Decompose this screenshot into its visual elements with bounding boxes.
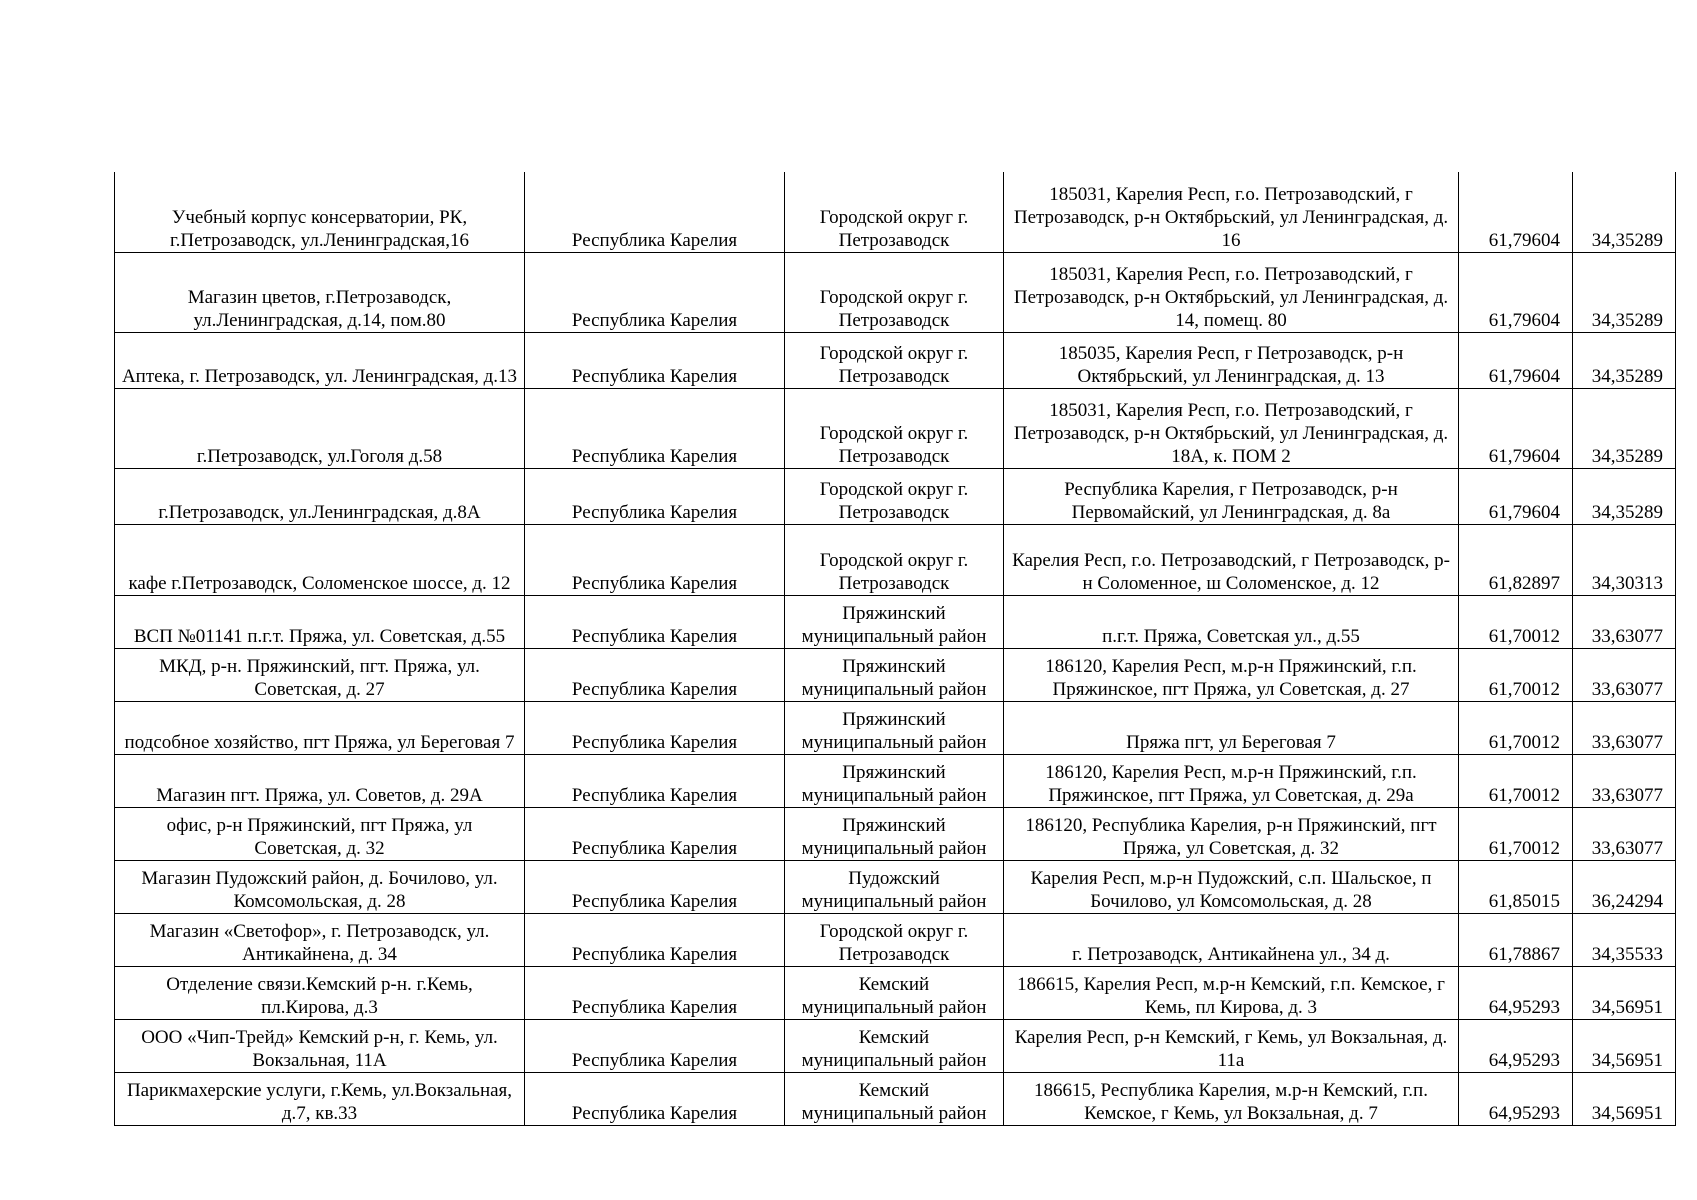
region-cell: Республика Карелия <box>525 701 785 754</box>
longitude-cell: 34,56951 <box>1573 1019 1676 1072</box>
municipality-cell: Пряжинский муниципальный район <box>785 648 1004 701</box>
region-cell: Республика Карелия <box>525 860 785 913</box>
latitude-cell: 64,95293 <box>1459 966 1573 1019</box>
table-row <box>115 648 1676 701</box>
object-name-cell: Аптека, г. Петрозаводск, ул. Ленинградская, д.13 <box>115 332 525 388</box>
latitude-cell: 61,70012 <box>1459 595 1573 648</box>
latitude-cell: 61,78867 <box>1459 913 1573 966</box>
object-name-cell: Учебный корпус консерватории, РК, г.Петрозаводск, ул.Ленинградская,16 <box>115 172 525 252</box>
address-cell: г. Петрозаводск, Антикайнена ул., 34 д. <box>1004 913 1459 966</box>
table-row <box>115 966 1676 1019</box>
address-cell: 186615, Республика Карелия, м.р-н Кемский, г.п. Кемское, г Кемь, ул Вокзальная, д. 7 <box>1004 1072 1459 1125</box>
municipality-cell: Кемский муниципальный район <box>785 1019 1004 1072</box>
municipality-cell: Пряжинский муниципальный район <box>785 807 1004 860</box>
municipality-cell: Пряжинский муниципальный район <box>785 754 1004 807</box>
municipality-cell: Кемский муниципальный район <box>785 1072 1004 1125</box>
municipality-cell: Городской округ г. Петрозаводск <box>785 524 1004 595</box>
region-cell: Республика Карелия <box>525 388 785 468</box>
address-cell: 186120, Карелия Респ, м.р-н Пряжинский, г.п. Пряжинское, пгт Пряжа, ул Советская, д. 29а <box>1004 754 1459 807</box>
latitude-cell: 61,79604 <box>1459 332 1573 388</box>
longitude-cell: 33,63077 <box>1573 595 1676 648</box>
table-row <box>115 807 1676 860</box>
table-row <box>115 388 1676 468</box>
municipality-cell: Городской округ г. Петрозаводск <box>785 332 1004 388</box>
longitude-cell: 34,56951 <box>1573 966 1676 1019</box>
region-cell: Республика Карелия <box>525 1072 785 1125</box>
object-name-cell: Отделение связи.Кемский р-н. г.Кемь, пл.Кирова, д.3 <box>115 966 525 1019</box>
municipality-cell: Городской округ г. Петрозаводск <box>785 913 1004 966</box>
latitude-cell: 61,79604 <box>1459 252 1573 332</box>
table-row <box>115 701 1676 754</box>
address-cell: Карелия Респ, р-н Кемский, г Кемь, ул Вокзальная, д. 11а <box>1004 1019 1459 1072</box>
latitude-cell: 64,95293 <box>1459 1072 1573 1125</box>
latitude-cell: 64,95293 <box>1459 1019 1573 1072</box>
object-name-cell: Магазин пгт. Пряжа, ул. Советов, д. 29А <box>115 754 525 807</box>
table-row <box>115 524 1676 595</box>
region-cell: Республика Карелия <box>525 1019 785 1072</box>
latitude-cell: 61,70012 <box>1459 807 1573 860</box>
longitude-cell: 34,30313 <box>1573 524 1676 595</box>
address-cell: 185035, Карелия Респ, г Петрозаводск, р-н Октябрьский, ул Ленинградская, д. 13 <box>1004 332 1459 388</box>
object-name-cell: ВСП №01141 п.г.т. Пряжа, ул. Советская, д.55 <box>115 595 525 648</box>
address-cell: 185031, Карелия Респ, г.о. Петрозаводский, г Петрозаводск, р-н Октябрьский, ул Ленинградская, д. 18А, к. ПОМ 2 <box>1004 388 1459 468</box>
region-cell: Республика Карелия <box>525 648 785 701</box>
latitude-cell: 61,70012 <box>1459 701 1573 754</box>
region-cell: Республика Карелия <box>525 252 785 332</box>
address-cell: Карелия Респ, г.о. Петрозаводский, г Петрозаводск, р-н Соломенное, ш Соломенское, д. 12 <box>1004 524 1459 595</box>
municipality-cell: Городской округ г. Петрозаводск <box>785 252 1004 332</box>
municipality-cell: Городской округ г. Петрозаводск <box>785 468 1004 524</box>
latitude-cell: 61,79604 <box>1459 172 1573 252</box>
latitude-cell: 61,70012 <box>1459 754 1573 807</box>
region-cell: Республика Карелия <box>525 332 785 388</box>
object-name-cell: кафе г.Петрозаводск, Соломенское шоссе, д. 12 <box>115 524 525 595</box>
table-row <box>115 172 1676 252</box>
address-cell: Республика Карелия, г Петрозаводск, р-н Первомайский, ул Ленинградская, д. 8а <box>1004 468 1459 524</box>
municipality-cell: Пряжинский муниципальный район <box>785 595 1004 648</box>
object-name-cell: г.Петрозаводск, ул.Гоголя д.58 <box>115 388 525 468</box>
municipality-cell: Пряжинский муниципальный район <box>785 701 1004 754</box>
municipality-cell: Кемский муниципальный район <box>785 966 1004 1019</box>
region-cell: Республика Карелия <box>525 172 785 252</box>
latitude-cell: 61,70012 <box>1459 648 1573 701</box>
region-cell: Республика Карелия <box>525 524 785 595</box>
longitude-cell: 34,35289 <box>1573 252 1676 332</box>
longitude-cell: 34,35289 <box>1573 172 1676 252</box>
objects-table <box>114 172 1676 1126</box>
object-name-cell: Магазин «Светофор», г. Петрозаводск, ул. Антикайнена, д. 34 <box>115 913 525 966</box>
address-cell: Пряжа пгт, ул Береговая 7 <box>1004 701 1459 754</box>
objects-table-body <box>115 172 1676 1125</box>
address-cell: Карелия Респ, м.р-н Пудожский, с.п. Шальское, п Бочилово, ул Комсомольская, д. 28 <box>1004 860 1459 913</box>
longitude-cell: 33,63077 <box>1573 701 1676 754</box>
address-cell: 186120, Карелия Респ, м.р-н Пряжинский, г.п. Пряжинское, пгт Пряжа, ул Советская, д. 27 <box>1004 648 1459 701</box>
region-cell: Республика Карелия <box>525 913 785 966</box>
municipality-cell: Городской округ г. Петрозаводск <box>785 172 1004 252</box>
object-name-cell: подсобное хозяйство, пгт Пряжа, ул Береговая 7 <box>115 701 525 754</box>
address-cell: п.г.т. Пряжа, Советская ул., д.55 <box>1004 595 1459 648</box>
table-row <box>115 913 1676 966</box>
longitude-cell: 34,35289 <box>1573 468 1676 524</box>
object-name-cell: ООО «Чип-Трейд» Кемский р-н, г. Кемь, ул. Вокзальная, 11А <box>115 1019 525 1072</box>
latitude-cell: 61,85015 <box>1459 860 1573 913</box>
table-row <box>115 252 1676 332</box>
region-cell: Республика Карелия <box>525 468 785 524</box>
address-cell: 185031, Карелия Респ, г.о. Петрозаводский, г Петрозаводск, р-н Октябрьский, ул Ленинградская, д. 16 <box>1004 172 1459 252</box>
latitude-cell: 61,79604 <box>1459 468 1573 524</box>
municipality-cell: Пудожский муниципальный район <box>785 860 1004 913</box>
region-cell: Республика Карелия <box>525 595 785 648</box>
municipality-cell: Городской округ г. Петрозаводск <box>785 388 1004 468</box>
address-cell: 186120, Республика Карелия, р-н Пряжинский, пгт Пряжа, ул Советская, д. 32 <box>1004 807 1459 860</box>
region-cell: Республика Карелия <box>525 966 785 1019</box>
longitude-cell: 34,35289 <box>1573 332 1676 388</box>
object-name-cell: Магазин цветов, г.Петрозаводск, ул.Ленинградская, д.14, пом.80 <box>115 252 525 332</box>
table-row <box>115 860 1676 913</box>
latitude-cell: 61,82897 <box>1459 524 1573 595</box>
longitude-cell: 34,35533 <box>1573 913 1676 966</box>
object-name-cell: МКД, р-н. Пряжинский, пгт. Пряжа, ул. Советская, д. 27 <box>115 648 525 701</box>
address-cell: 186615, Карелия Респ, м.р-н Кемский, г.п. Кемское, г Кемь, пл Кирова, д. 3 <box>1004 966 1459 1019</box>
longitude-cell: 34,56951 <box>1573 1072 1676 1125</box>
table-row <box>115 468 1676 524</box>
object-name-cell: Парикмахерские услуги, г.Кемь, ул.Вокзальная, д.7, кв.33 <box>115 1072 525 1125</box>
table-row <box>115 1019 1676 1072</box>
table-row <box>115 754 1676 807</box>
table-row <box>115 595 1676 648</box>
longitude-cell: 33,63077 <box>1573 754 1676 807</box>
object-name-cell: Магазин Пудожский район, д. Бочилово, ул. Комсомольская, д. 28 <box>115 860 525 913</box>
longitude-cell: 33,63077 <box>1573 807 1676 860</box>
table-row <box>115 1072 1676 1125</box>
address-cell: 185031, Карелия Респ, г.о. Петрозаводский, г Петрозаводск, р-н Октябрьский, ул Ленинградская, д. 14, помещ. 80 <box>1004 252 1459 332</box>
table-row <box>115 332 1676 388</box>
latitude-cell: 61,79604 <box>1459 388 1573 468</box>
longitude-cell: 36,24294 <box>1573 860 1676 913</box>
object-name-cell: г.Петрозаводск, ул.Ленинградская, д.8А <box>115 468 525 524</box>
object-name-cell: офис, р-н Пряжинский, пгт Пряжа, ул Советская, д. 32 <box>115 807 525 860</box>
longitude-cell: 34,35289 <box>1573 388 1676 468</box>
region-cell: Республика Карелия <box>525 807 785 860</box>
region-cell: Республика Карелия <box>525 754 785 807</box>
longitude-cell: 33,63077 <box>1573 648 1676 701</box>
